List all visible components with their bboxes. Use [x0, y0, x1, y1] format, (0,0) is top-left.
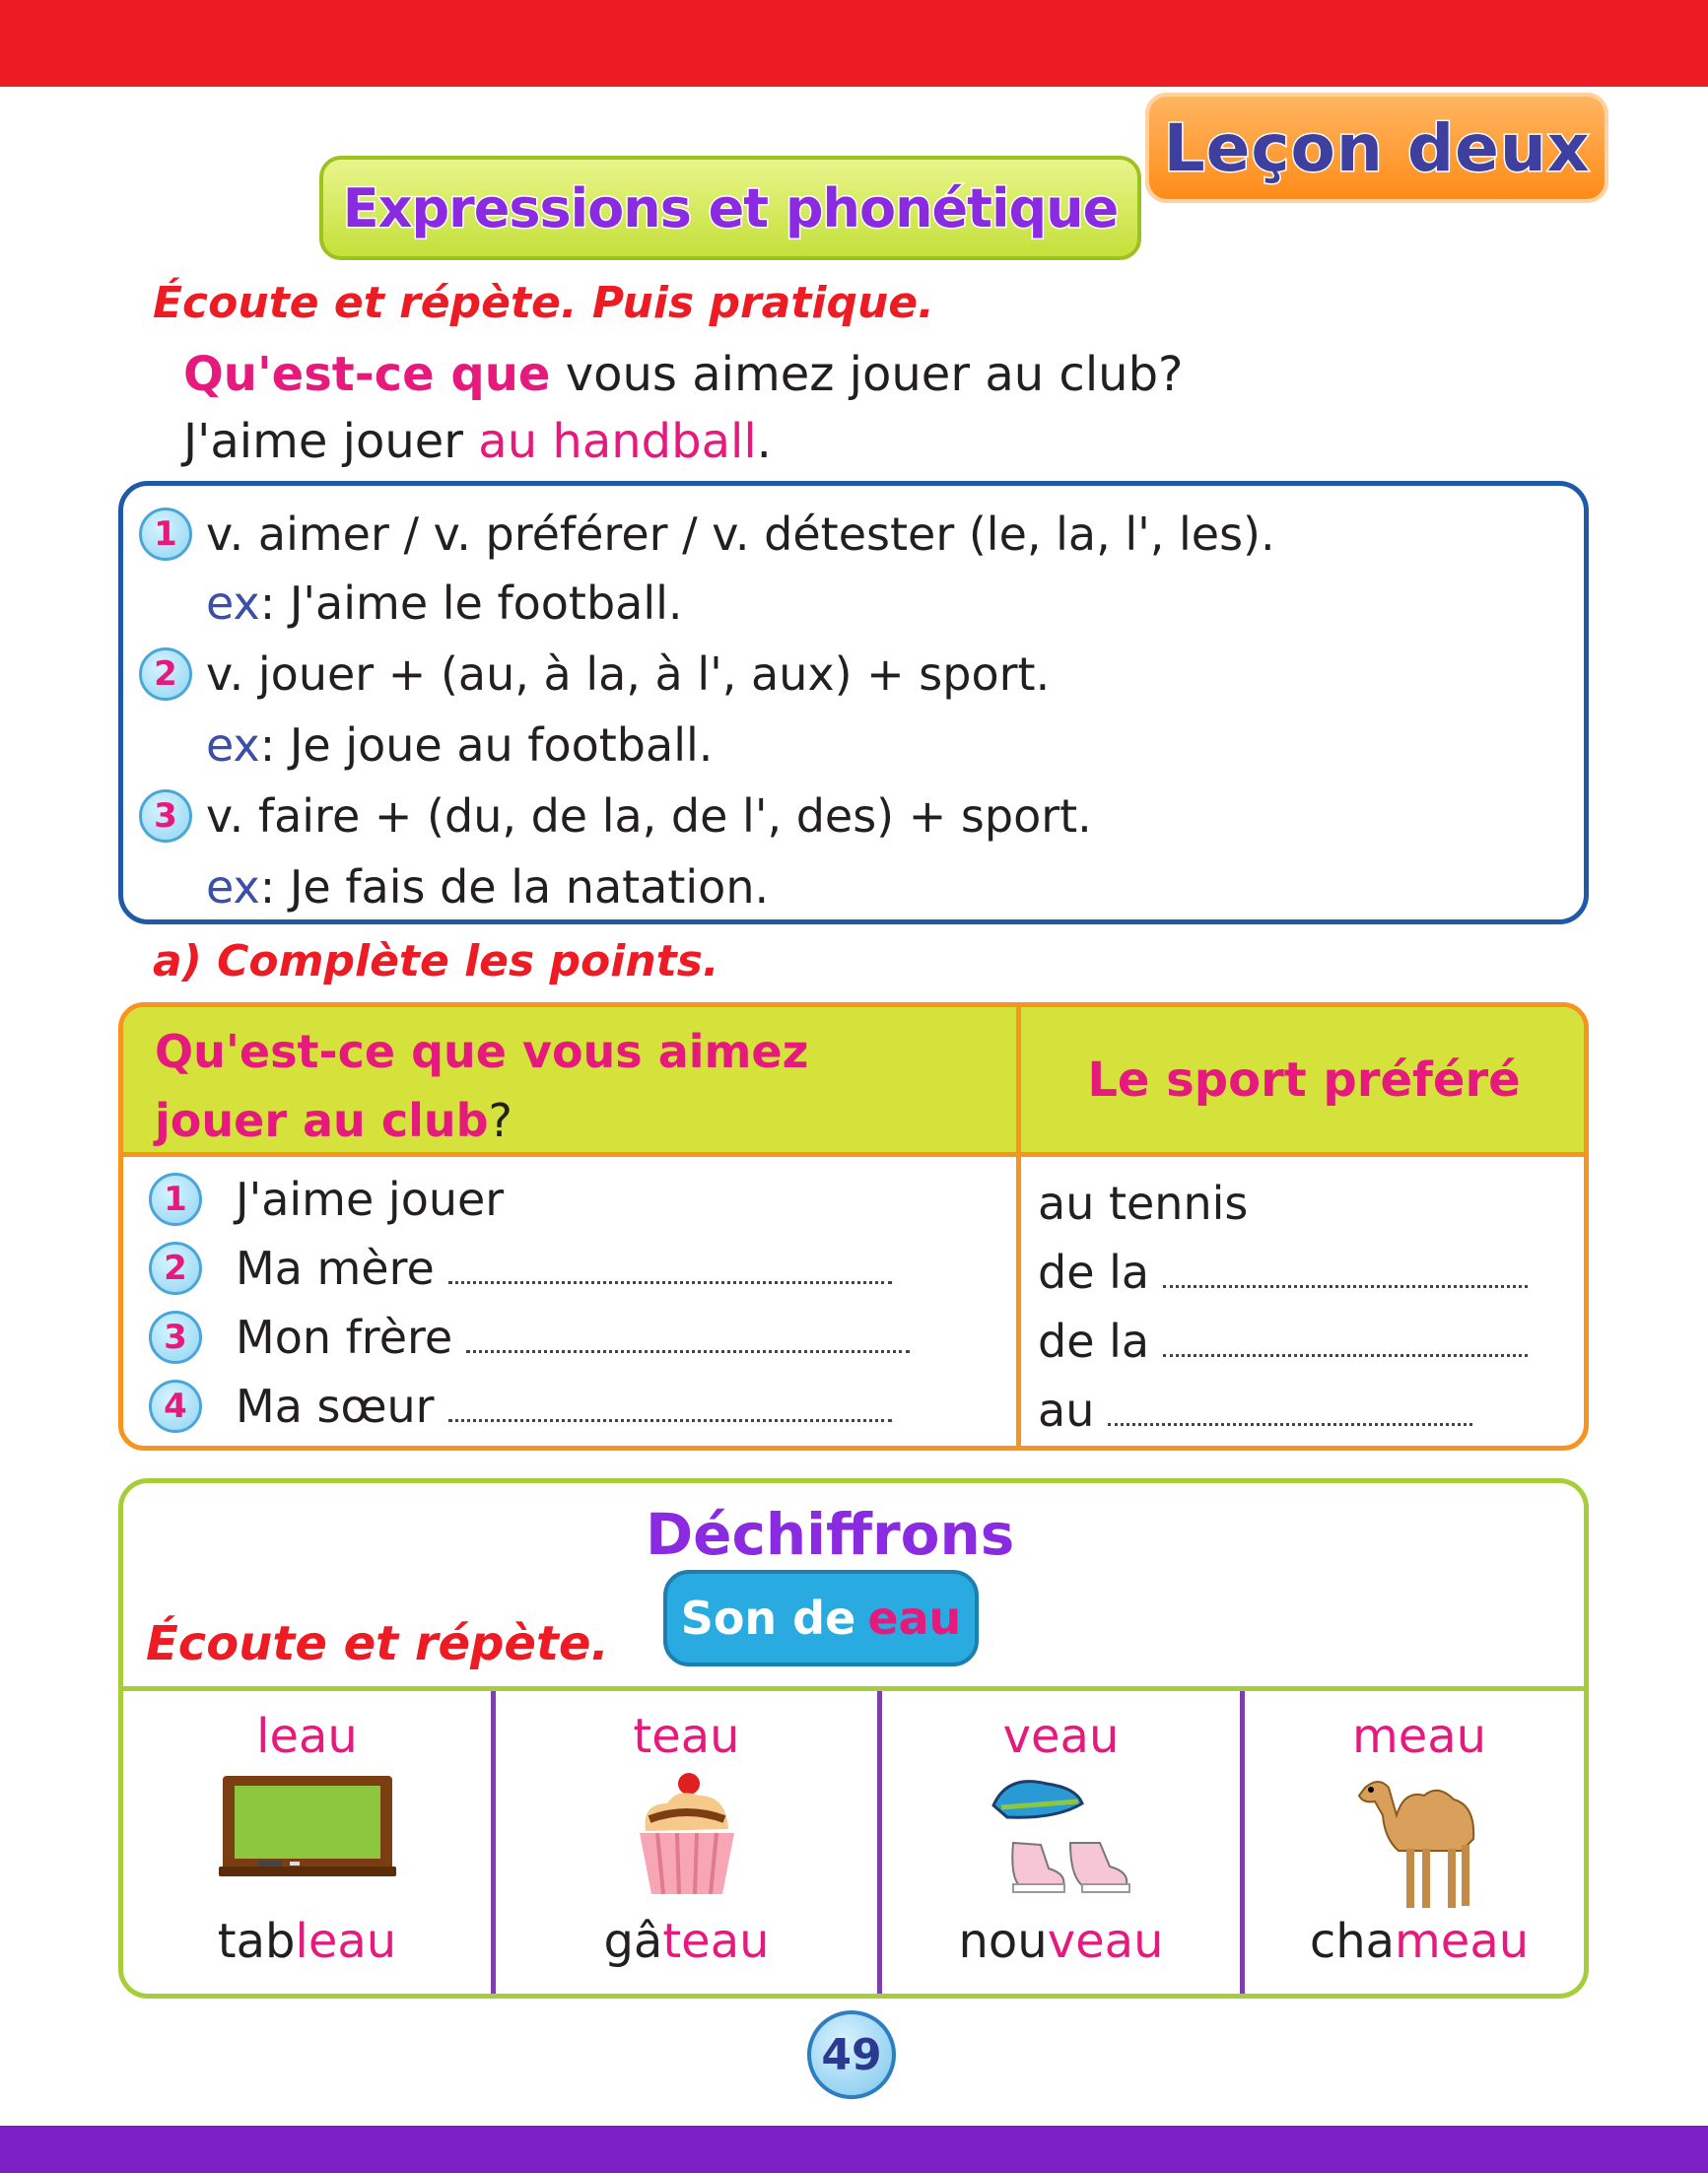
answer-end: . [756, 414, 772, 469]
rule-1 [139, 508, 1275, 561]
sound-pill [663, 1570, 979, 1666]
table-row [149, 1380, 892, 1433]
blackboard-icon [219, 1770, 396, 1878]
intro-question [183, 347, 1184, 402]
dechiffrons-instruction: Écoute et répète. [146, 1616, 609, 1671]
rule-2-example [206, 718, 713, 772]
section-title-banner [319, 156, 1141, 260]
sound-prefix: Son de [680, 1592, 856, 1645]
word-sound: teau [662, 1914, 770, 1969]
row-sport: au tennis [1038, 1177, 1249, 1230]
page-number: 49 [807, 2010, 896, 2099]
row-subject: Ma mère [236, 1242, 435, 1295]
rule-text: v. aimer / v. préférer / v. détester (le, la, l', les). [206, 508, 1275, 561]
rule-3 [139, 789, 1092, 843]
number-badge: 2 [139, 647, 192, 701]
word-sound: veau [1047, 1914, 1164, 1969]
word-sound: meau [1395, 1914, 1530, 1969]
grammar-rules-box [118, 481, 1589, 924]
rule-1-example [206, 577, 683, 630]
header-question-mark: ? [488, 1094, 512, 1147]
answer-keyword: au handball [478, 414, 757, 469]
table-row-answer [1038, 1246, 1528, 1299]
ex-label: ex [206, 577, 260, 630]
number-badge: 4 [149, 1380, 202, 1433]
header-question [155, 1017, 983, 1155]
number-badge: 1 [139, 508, 192, 561]
syllable: teau [633, 1709, 740, 1764]
syllable: meau [1351, 1709, 1487, 1764]
ex-text: : J'aime le football. [259, 577, 683, 630]
fill-in-blank[interactable] [448, 1419, 892, 1422]
header-question-line-2-text: jouer au club [155, 1094, 489, 1147]
header-question-line-1: Qu'est-ce que vous aimez [155, 1025, 809, 1078]
lesson-label: Leçon deux [1163, 109, 1591, 186]
row-subject: J'aime jouer [236, 1173, 505, 1226]
ex-label: ex [206, 860, 260, 914]
question-rest: vous aimez jouer au club? [550, 347, 1184, 402]
table-row-answer [1038, 1177, 1248, 1230]
syllable: leau [256, 1709, 358, 1764]
word [123, 1914, 491, 1969]
word-start: gâ [603, 1914, 663, 1969]
table-header [123, 1007, 1584, 1157]
section-title: Expressions et phonétique [342, 176, 1119, 239]
exercise-a-instruction: a) Complète les points. [153, 936, 719, 986]
word-start: cha [1309, 1914, 1396, 1969]
camel-icon [1345, 1770, 1493, 1918]
table-row [149, 1173, 504, 1226]
dechiffrons-box [118, 1478, 1589, 1999]
sound-card-2 [496, 1691, 877, 1999]
table-row [149, 1311, 910, 1364]
syllable: veau [1002, 1709, 1120, 1764]
sound-card-1 [123, 1691, 491, 1999]
answer-start: J'aime jouer [183, 414, 479, 469]
column-divider [1016, 1007, 1021, 1446]
number-badge: 1 [149, 1173, 202, 1226]
word [1245, 1914, 1589, 1969]
rule-2 [139, 647, 1050, 701]
sneakers-icon [988, 1770, 1135, 1898]
sound-keyword: eau [867, 1592, 962, 1645]
rule-text: v. faire + (du, de la, de l', des) + sport. [206, 789, 1092, 843]
fill-in-blank[interactable] [1163, 1285, 1528, 1288]
lesson-badge [1145, 93, 1608, 203]
word-start: nou [958, 1914, 1048, 1969]
sound-card-3 [882, 1691, 1240, 1999]
rule-3-example [206, 860, 769, 914]
word-start: tab [217, 1914, 296, 1969]
row-subject: Mon frère [236, 1311, 453, 1364]
header-sport: Le sport préféré [1087, 1052, 1521, 1108]
exercise-a-table [118, 1002, 1589, 1451]
bottom-color-band [0, 2126, 1708, 2173]
rule-text: v. jouer + (au, à la, à l', aux) + sport. [206, 647, 1051, 701]
header-question-line-2 [155, 1086, 983, 1155]
ex-text: : Je fais de la natation. [259, 860, 770, 914]
fill-in-blank[interactable] [466, 1350, 910, 1353]
row-sport: au [1038, 1384, 1095, 1437]
row-sport: de la [1038, 1246, 1150, 1299]
fill-in-blank[interactable] [1108, 1423, 1472, 1426]
question-keyword: Qu'est-ce que [183, 347, 551, 402]
ex-label: ex [206, 718, 260, 772]
table-row [149, 1242, 892, 1295]
number-badge: 2 [149, 1242, 202, 1295]
top-color-band [0, 0, 1708, 87]
word [496, 1914, 877, 1969]
fill-in-blank[interactable] [1163, 1354, 1528, 1357]
row-sport: de la [1038, 1315, 1150, 1368]
cupcake-icon [628, 1770, 746, 1898]
ex-text: : Je joue au football. [259, 718, 714, 772]
number-badge: 3 [139, 789, 192, 843]
row-subject: Ma sœur [236, 1380, 435, 1433]
word-sound: leau [295, 1914, 397, 1969]
sound-card-4 [1245, 1691, 1589, 1999]
listen-repeat-instruction: Écoute et répète. Puis pratique. [153, 278, 934, 328]
intro-answer [183, 414, 772, 469]
table-row-answer [1038, 1384, 1472, 1437]
dechiffrons-title: Déchiffrons [646, 1501, 1015, 1568]
fill-in-blank[interactable] [448, 1281, 892, 1284]
word [882, 1914, 1240, 1969]
table-row-answer [1038, 1315, 1528, 1368]
number-badge: 3 [149, 1311, 202, 1364]
